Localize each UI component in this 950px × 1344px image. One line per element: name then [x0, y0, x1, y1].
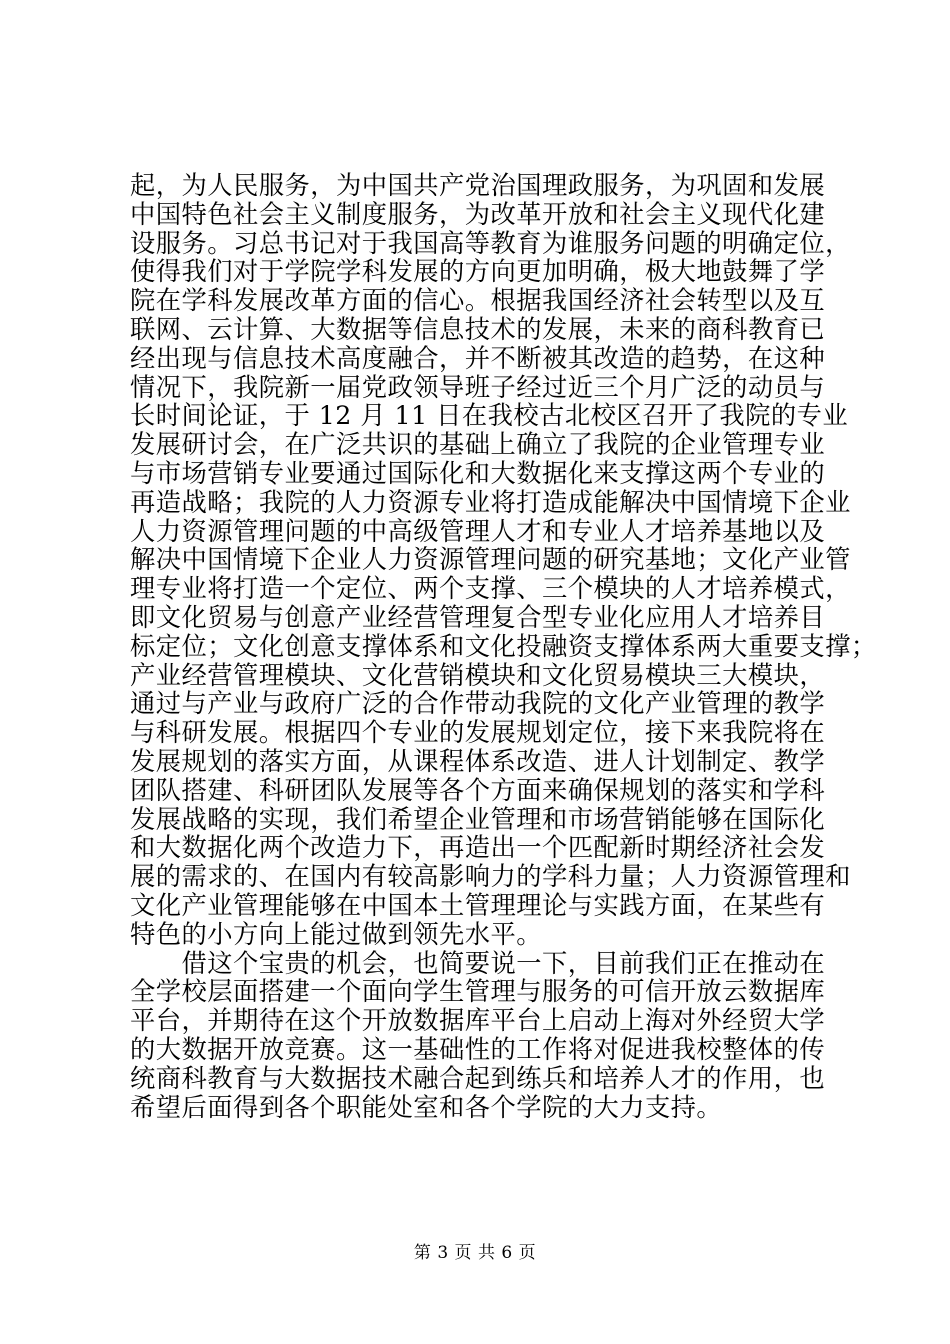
- text-line: 的大数据开放竞赛。这一基础性的工作将对促进我校整体的传: [130, 1034, 826, 1064]
- text-line: 情况下，我院新一届党政领导班子经过近三个月广泛的动员与: [130, 372, 826, 402]
- text-line: 与市场营销专业要通过国际化和大数据化来支撑这两个专业的: [130, 458, 826, 488]
- text-line: 即文化贸易与创意产业经营管理复合型专业化应用人才培养目: [130, 602, 826, 632]
- text-line: 团队搭建、科研团队发展等各个方面来确保规划的落实和学科: [130, 775, 826, 805]
- text-line: 中国特色社会主义制度服务，为改革开放和社会主义现代化建: [130, 199, 826, 229]
- text-line: 经出现与信息技术高度融合，并不断被其改造的趋势，在这种: [130, 343, 826, 373]
- text-line: 标定位；文化创意支撑体系和文化投融资支撑体系两大重要支撑；: [130, 631, 877, 661]
- text-line: 设服务。习总书记对于我国高等教育为谁服务问题的明确定位，: [130, 228, 851, 258]
- text-line: 院在学科发展改革方面的信心。根据我国经济社会转型以及互: [130, 286, 826, 316]
- text-line: 全学校层面搭建一个面向学生管理与服务的可信开放云数据库: [130, 977, 826, 1007]
- text-line: 与科研发展。根据四个专业的发展规划定位，接下来我院将在: [130, 718, 826, 748]
- text-line: 产业经营管理模块、文化营销模块和文化贸易模块三大模块，: [130, 660, 826, 690]
- page-number-label: 第 3 页 共 6 页: [413, 1243, 537, 1263]
- text-line: 理专业将打造一个定位、两个支撑、三个模块的人才培养模式，: [130, 574, 851, 604]
- text-line: 联网、云计算、大数据等信息技术的发展，未来的商科教育已: [130, 314, 826, 344]
- text-line: 解决中国情境下企业人力资源管理问题的研究基地；文化产业管: [130, 545, 851, 575]
- text-line: 长时间论证，于 12 月 11 日在我校古北校区召开了我院的专业: [130, 401, 849, 431]
- text-line: 发展研讨会，在广泛共识的基础上确立了我院的企业管理专业: [130, 430, 826, 460]
- text-line: 特色的小方向上能过做到领先水平。: [130, 919, 542, 949]
- body-text: [130, 171, 877, 1122]
- page-footer: [0, 1243, 950, 1263]
- text-line: 和大数据化两个改造力下，再造出一个匹配新时期经济社会发: [130, 833, 826, 863]
- text-line: 人力资源管理问题的中高级管理人才和专业人才培养基地以及: [130, 516, 826, 546]
- text-line: 文化产业管理能够在中国本土管理理论与实践方面，在某些有: [130, 890, 826, 920]
- text-line: 统商科教育与大数据技术融合起到练兵和培养人才的作用，也: [130, 1063, 826, 1093]
- text-line: 希望后面得到各个职能处室和各个学院的大力支持。: [130, 1092, 723, 1122]
- text-line: 通过与产业与政府广泛的合作带动我院的文化产业管理的教学: [130, 689, 826, 719]
- text-line: 发展战略的实现，我们希望企业管理和市场营销能够在国际化: [130, 804, 826, 834]
- text-line: 借这个宝贵的机会，也简要说一下，目前我们正在推动在: [130, 948, 826, 978]
- text-line: 平台，并期待在这个开放数据库平台上启动上海对外经贸大学: [130, 1006, 826, 1036]
- text-line: 起，为人民服务，为中国共产党治国理政服务，为巩固和发展: [130, 171, 826, 200]
- text-line: 再造战略；我院的人力资源专业将打造成能解决中国情境下企业: [130, 487, 851, 517]
- text-line: 使得我们对于学院学科发展的方向更加明确，极大地鼓舞了学: [130, 257, 826, 287]
- text-line: 发展规划的落实方面，从课程体系改造、进人计划制定、教学: [130, 746, 826, 776]
- text-line: 展的需求的、在国内有较高影响力的学科力量；人力资源管理和: [130, 862, 851, 892]
